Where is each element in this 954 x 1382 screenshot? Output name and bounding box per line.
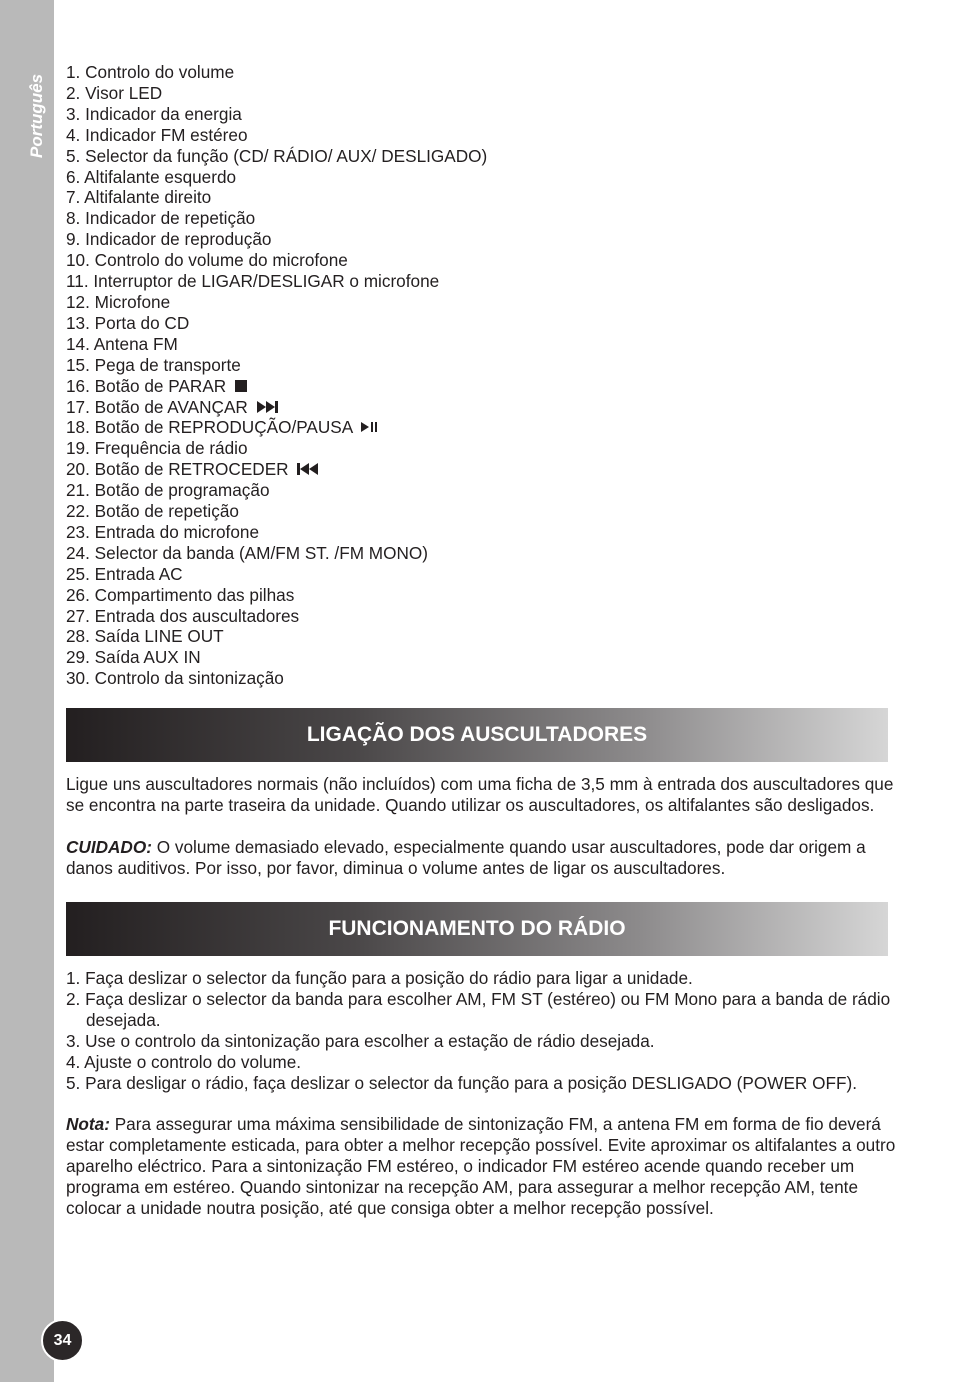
list-item: 30. Controlo da sintonização bbox=[66, 668, 284, 689]
list-item: 2. Faça deslizar o selector da banda para escolher AM, FM ST (estéreo) ou FM Mono para a banda de rádio desejada. bbox=[66, 988, 891, 1030]
list-item: 10. Controlo do volume do microfone bbox=[66, 250, 348, 271]
caution-paragraph bbox=[66, 837, 901, 879]
list-item: 14. Antena FM bbox=[66, 333, 178, 354]
stop-icon bbox=[234, 379, 248, 393]
list-item: 13. Porta do CD bbox=[66, 312, 190, 333]
list-item: 15. Pega de transporte bbox=[66, 354, 241, 375]
note-text: Para assegurar uma máxima sensibilidade de sintonização FM, a antena FM em forma de fio deverá estar completamente esticada, para obter a melhor recepção possível. Evite aproximar os altifalantes a outro aparelho eléctrico. Para a sintonização FM estéreo, o indicador FM estéreo acende quando receber um programa em estéreo. Quando sintonizar na recepção AM, para assegurar a melhor recepção AM, tente colocar a unidade noutra posição, até que consiga obter a melhor recepção possível. bbox=[66, 1114, 896, 1218]
list-item: 19. Frequência de rádio bbox=[66, 438, 248, 459]
list-item: 8. Indicador de repetição bbox=[66, 208, 256, 229]
list-item: 27. Entrada dos auscultadores bbox=[66, 605, 300, 626]
list-item: 1. Faça deslizar o selector da função para a posição do rádio para ligar a unidade. bbox=[66, 968, 693, 988]
list-item: 26. Compartimento das pilhas bbox=[66, 584, 295, 605]
section-heading-headphones bbox=[66, 708, 888, 762]
list-item: 4. Indicador FM estéreo bbox=[66, 124, 248, 145]
parts-list bbox=[66, 62, 487, 689]
language-label: Português bbox=[27, 73, 46, 158]
caution-label: CUIDADO: bbox=[66, 837, 152, 857]
list-item: 29. Saída AUX IN bbox=[66, 647, 201, 668]
list-item: 7. Altifalante direito bbox=[66, 187, 212, 208]
list-item: 23. Entrada do microfone bbox=[66, 521, 259, 542]
list-item: 21. Botão de programação bbox=[66, 480, 270, 501]
list-item: 6. Altifalante esquerdo bbox=[66, 166, 237, 187]
section-title: FUNCIONAMENTO DO RÁDIO bbox=[328, 917, 626, 940]
list-item: 11. Interruptor de LIGAR/DESLIGAR o microfone bbox=[66, 271, 440, 292]
list-item: 22. Botão de repetição bbox=[66, 501, 239, 522]
list-item: 3. Indicador da energia bbox=[66, 103, 242, 124]
skip-back-icon bbox=[296, 462, 320, 476]
list-item: 1. Controlo do volume bbox=[66, 62, 235, 82]
section-title: LIGAÇÃO DOS AUSCULTADORES bbox=[306, 723, 648, 746]
list-item: 2. Visor LED bbox=[66, 82, 163, 103]
list-item: 18. Botão de REPRODUÇÃO/PAUSA bbox=[66, 417, 487, 438]
list-item: 5. Selector da função (CD/ RÁDIO/ AUX/ DESLIGADO) bbox=[66, 145, 488, 166]
headphones-paragraph: Ligue uns auscultadores normais (não incluídos) com uma ficha de 3,5 mm à entrada dos auscultadores que se encontra na parte traseira da unidade. Quando utilizar os auscultadores, os altifalantes são desligados. bbox=[66, 774, 894, 815]
list-item: 25. Entrada AC bbox=[66, 563, 183, 584]
play-pause-icon bbox=[360, 420, 378, 434]
skip-forward-icon bbox=[256, 400, 280, 414]
list-item: 20. Botão de RETROCEDER bbox=[66, 459, 487, 480]
list-item: 12. Microfone bbox=[66, 291, 171, 312]
list-item: 17. Botão de AVANÇAR bbox=[66, 397, 487, 418]
list-item: 4. Ajuste o controlo do volume. bbox=[66, 1051, 302, 1072]
list-item: 28. Saída LINE OUT bbox=[66, 626, 224, 647]
section-heading-radio bbox=[66, 902, 888, 956]
note-paragraph bbox=[66, 1114, 901, 1219]
note-label: Nota: bbox=[66, 1114, 110, 1134]
list-item: 3. Use o controlo da sintonização para escolher a estação de rádio desejada. bbox=[66, 1030, 655, 1051]
radio-steps bbox=[66, 968, 916, 1093]
list-item: 5. Para desligar o rádio, faça deslizar o selector da função para a posição DESLIGADO (POWER OFF). bbox=[66, 1072, 857, 1093]
caution-text: O volume demasiado elevado, especialmente quando usar auscultadores, pode dar origem a danos auditivos. Por isso, por favor, diminua o volume antes de ligar os auscultadores. bbox=[66, 837, 866, 878]
list-item: 16. Botão de PARAR bbox=[66, 376, 487, 397]
side-bar bbox=[0, 0, 54, 1382]
page-number: 34 bbox=[41, 1319, 84, 1362]
list-item: 24. Selector da banda (AM/FM ST. /FM MONO) bbox=[66, 542, 428, 563]
list-item: 9. Indicador de reprodução bbox=[66, 229, 272, 250]
